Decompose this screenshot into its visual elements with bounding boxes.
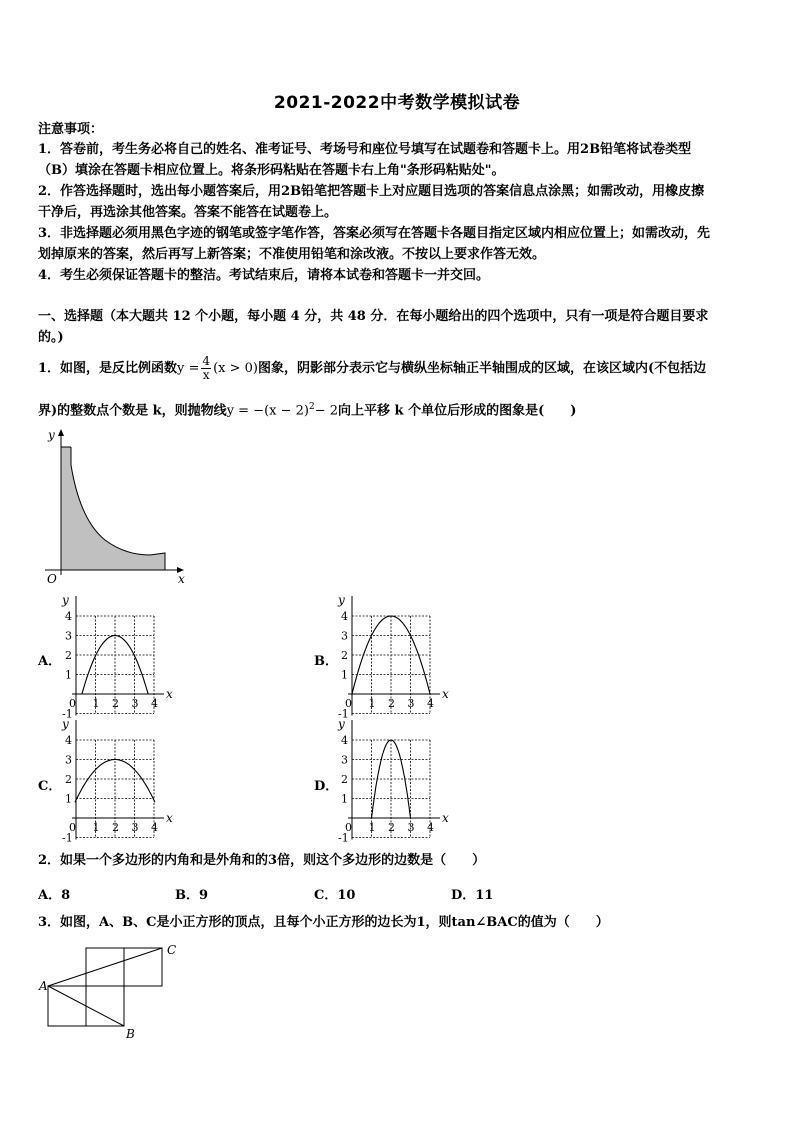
q2-choice-a[interactable]: A．8 — [38, 888, 71, 903]
y-tick-label: 3 — [341, 753, 348, 767]
page-title: 2021-2022中考数学模拟试卷 — [273, 93, 521, 113]
y-label: y — [62, 718, 69, 731]
note-line: 干净后，再选涂其他答案。答案不能答在试题卷上。 — [38, 205, 338, 220]
question-1-line2: 界)的整数点个数是 k，则抛物线$y = -(x - 2)^2- 2$向上平移 k 个单位后形成的图象是( ) — [38, 402, 577, 419]
x-tick-label: 2 — [112, 697, 119, 710]
q2-choice-c[interactable]: C．10 — [314, 888, 356, 903]
y-tick-label: 1 — [65, 668, 72, 682]
y-tick-label: 3 — [65, 629, 72, 643]
y-tick-label: 1 — [65, 792, 72, 806]
origin-label: O — [47, 572, 57, 586]
x-label: x — [166, 687, 173, 701]
question-1-line1: 1．如图，是反比例函数y = $\frac{4}{x}$ (x > 0)图象，阴影部分表示它与横纵坐标轴正半轴围成的区域，在该区域内(不包括边 — [38, 354, 707, 382]
y-label: y — [338, 594, 345, 607]
option-a-graph[interactable] — [56, 594, 181, 720]
x-tick-label: 4 — [151, 697, 158, 710]
option-c-graph[interactable] — [56, 718, 181, 844]
y-tick-label: 2 — [341, 649, 348, 662]
x-tick-label: 1 — [368, 697, 376, 710]
x-tick-label: 3 — [131, 821, 139, 834]
y-tick-label: -1 — [62, 831, 73, 844]
grid-square — [86, 986, 124, 1026]
x-label: x — [442, 811, 449, 825]
x-tick-label: 4 — [427, 697, 434, 710]
square-grid-figure — [36, 940, 186, 1040]
point-a-label: A — [39, 979, 48, 993]
y-tick-label: -1 — [62, 707, 73, 720]
question-2: 2．如果一个多边形的内角和是外角和的3倍，则这个多边形的边数是（ ） — [38, 853, 486, 868]
x-label: x — [166, 811, 173, 825]
y-tick-label: 3 — [341, 629, 348, 643]
x-tick-label: 3 — [131, 697, 139, 710]
y-label: y — [62, 594, 69, 607]
q2-choice-d[interactable]: D．11 — [451, 888, 494, 903]
note-line: 4．考生必须保证答题卡的整洁。考试结束后，请将本试卷和答题卡一并交回。 — [38, 268, 490, 283]
option-d-graph[interactable] — [332, 718, 457, 844]
x-tick-label: 0 — [345, 821, 352, 834]
note-line: 划掉原来的答案，然后再写上新答案；不准使用铅笔和涂改液。不按以上要求作答无效。 — [38, 247, 546, 262]
option-c-label[interactable]: C． — [38, 779, 62, 794]
option-d-label[interactable]: D． — [314, 779, 339, 794]
y-arrow-icon — [58, 429, 64, 436]
y-tick-label: 4 — [341, 734, 348, 747]
x-tick-label: 1 — [92, 697, 100, 710]
section-heading: 的。) — [38, 330, 64, 345]
x-tick-label: 1 — [92, 821, 100, 834]
shaded-region — [61, 447, 165, 570]
option-b-label[interactable]: B． — [314, 654, 338, 669]
note-line: 2．作答选择题时，选出每小题答案后，用2B铅笔把答题卡上对应题目选项的答案信息点涂黑；如需改动，用橡皮擦 — [38, 184, 705, 199]
notes-heading: 注意事项： — [38, 122, 104, 137]
option-b-graph[interactable] — [332, 594, 457, 720]
y-tick-label: 4 — [65, 610, 72, 623]
question-3: 3．如图，A、B、C是小正方形的顶点，且每个小正方形的边长为1，则tan∠BAC的值为（ ） — [38, 915, 609, 930]
x-tick-label: 4 — [427, 821, 434, 834]
y-tick-label: -1 — [338, 831, 349, 844]
fraction: $\frac{4}{x}$ — [202, 354, 211, 382]
x-tick-label: 2 — [388, 821, 395, 834]
y-tick-label: 1 — [341, 668, 348, 682]
y-tick-label: 4 — [341, 610, 348, 623]
option-a-label[interactable]: A． — [38, 654, 62, 669]
x-tick-label: 1 — [368, 821, 376, 834]
point-c-label: C — [167, 943, 177, 957]
grid-square — [124, 948, 162, 986]
y-tick-label: 2 — [341, 773, 348, 786]
section-heading: 一、选择题（本大题共 12 个小题，每小题 4 分，共 48 分．在每小题给出的四个选项中，只有一项是符合题目要求 — [38, 309, 709, 324]
y-label: y — [338, 718, 345, 731]
x-tick-label: 0 — [69, 697, 76, 710]
y-label: y — [48, 428, 55, 442]
x-tick-label: 2 — [388, 697, 395, 710]
y-tick-label: 4 — [65, 734, 72, 747]
q2-choice-b[interactable]: B．9 — [175, 888, 209, 903]
grid-square — [48, 986, 86, 1026]
y-tick-label: 1 — [341, 792, 348, 806]
note-line: 1．答卷前，考生务必将自己的姓名、准考证号、考场号和座位号填写在试题卷和答题卡上。用2B铅笔将试卷类型 — [38, 142, 692, 157]
x-label: x — [442, 687, 449, 701]
x-label: x — [178, 572, 185, 586]
point-b-label: B — [126, 1027, 135, 1040]
x-tick-label: 0 — [345, 697, 352, 710]
x-tick-label: 4 — [151, 821, 158, 834]
reciprocal-function-figure — [40, 425, 200, 590]
y-tick-label: 2 — [65, 649, 72, 662]
x-tick-label: 3 — [407, 697, 415, 710]
x-tick-label: 2 — [112, 821, 119, 834]
y-tick-label: 3 — [65, 753, 72, 767]
y-tick-label: 2 — [65, 773, 72, 786]
x-tick-label: 3 — [407, 821, 415, 834]
note-line: 3．非选择题必须用黑色字迹的钢笔或签字笔作答，答案必须写在答题卡各题目指定区域内相应位置上；如需改动，先 — [38, 226, 711, 241]
x-tick-label: 0 — [69, 821, 76, 834]
note-line: （B）填涂在答题卡相应位置上。将条形码粘贴在答题卡右上角"条形码粘贴处"。 — [38, 163, 505, 178]
y-tick-label: -1 — [338, 707, 349, 720]
segment-ac — [48, 948, 162, 986]
